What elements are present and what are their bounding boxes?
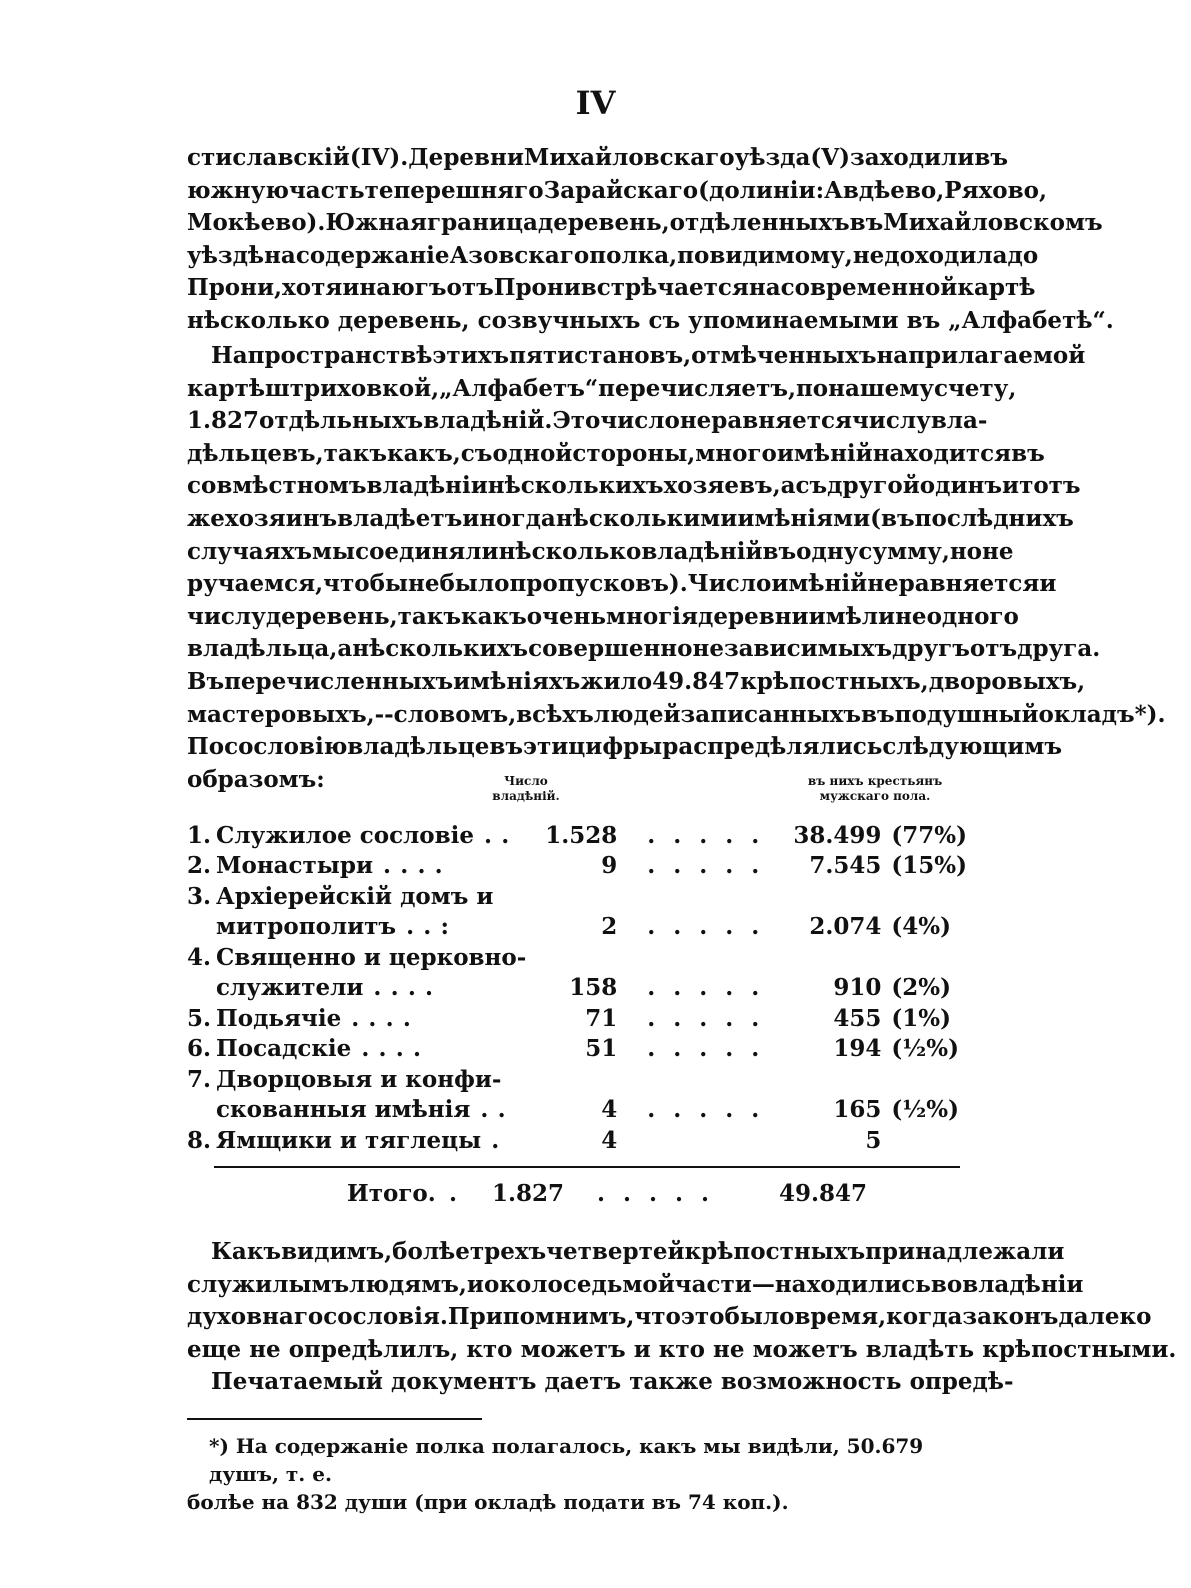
total-owners: 1.827 [492,1180,565,1207]
footnote [187,1432,967,1516]
cell-pct: (4%) [891,913,951,940]
text-line: Прони, хотя и на югъ отъ Прони встрѣчается на современной картѣ [187,274,1036,302]
cell-owners [536,1062,647,1093]
text-line: мастеровыхъ,--словомъ, всѣхъ людей записанныхъ въ подушный окладъ *). [187,700,1166,728]
cell-name: Священно и церковно- [216,943,527,971]
text-line: числу деревень, такъ какъ очень многія деревни имѣли не одного [187,602,1019,630]
cell-name: Посадскіе . . . . [216,1035,422,1062]
table-total-rule [214,1166,960,1168]
cell-num: 2. [187,852,212,879]
text-line: еще не опредѣлилъ, кто можетъ и кто не можетъ владѣть крѣпостными. [187,1335,1177,1363]
paragraph-3 [187,1236,1177,1366]
cell-pct: (2%) [891,974,951,1001]
paragraph-1 [187,142,1114,338]
table-row [187,818,967,849]
table-row [187,1123,967,1154]
cell-pct: (½%) [891,1035,959,1062]
column-header-owners: Число владѣній. [492,774,560,803]
cell-name: Архіерейскій домъ и [216,882,494,910]
cell-dots: ..... [647,913,778,940]
cell-owners: 158 [569,974,618,1001]
cell-name: служители . . . . [216,974,434,1001]
table-row [187,1001,967,1032]
table-row [187,1032,967,1063]
text-line: образомъ: [187,765,325,793]
cell-serfs: 38.499 [793,821,882,849]
cell-pct [881,879,967,910]
cell-owners: 4 [601,1096,618,1123]
text-line: служилымъ людямъ, и около седьмой части—находились во владѣніи [187,1270,1084,1298]
total-lead: . [449,1180,458,1207]
cell-owners: 71 [585,1004,618,1032]
cell-serfs: 455 [833,1004,882,1032]
table-row [187,971,967,1002]
cell-dots: ..... [647,974,778,1001]
cell-num: 7. [187,1065,212,1093]
cell-owners: 9 [601,852,618,879]
text-line: уѣздѣ на содержаніе Азовскаго полка, повидимому, не доходила до [187,241,1039,269]
cell-name: Служилое сословіе . . [216,821,510,849]
table-row [187,879,967,910]
cell-dots: ..... [647,1035,778,1062]
total-dots: ..... [597,1180,728,1207]
cell-dots [647,1123,792,1154]
cell-owners: 2 [601,913,618,940]
ownership-table [187,818,967,1154]
cell-num: 3. [187,882,212,910]
cell-dots: ..... [647,821,778,849]
table-row [187,940,967,971]
cell-dots: ..... [647,1096,778,1123]
text-line: южную часть теперешняго Зарайскаго (до линіи: Авдѣево, Ряхово, [187,176,1047,204]
text-line: 1.827 отдѣльныхъ владѣній. Это число не равняется числу вла- [187,407,988,435]
cell-name: Монастыри . . . . [216,852,444,879]
cell-pct [881,1062,967,1093]
cell-num [187,1093,216,1124]
text-line: Печатаемый документъ даетъ также возможность опредѣ- [211,1368,1014,1395]
cell-name: Дворцовыя и конфи- [216,1065,502,1093]
cell-num: 6. [187,1035,212,1062]
footnote-line: *) На содержаніе полка полагалось, какъ мы видѣли, 50.679 душъ, т. е. [209,1434,924,1486]
cell-owners [536,879,647,910]
table-row [187,849,967,880]
cell-serfs [792,1062,881,1093]
cell-pct: (½%) [891,1096,959,1123]
text-line: дѣльцевъ, такъ какъ, съ одной стороны, много имѣній находится въ [187,439,1045,467]
text-line: стиславскій (IV). Деревни Михайловскаго уѣзда (V) заходили въ [187,144,1008,171]
cell-pct: (15%) [891,852,967,879]
cell-dots: ..... [647,1004,778,1032]
cell-dots [647,1062,792,1093]
cell-pct: (1%) [891,1004,951,1032]
cell-dots [647,940,792,971]
table-row [187,1062,967,1093]
text-line: По сословію владѣльцевъ эти цифры распредѣлялись слѣдующимъ [187,733,1062,761]
cell-name: митрополитъ . . : [216,913,450,940]
cell-name: Ямщики и тяглецы . [216,1126,500,1154]
text-line: духовнаго сословія. Припомнимъ, что это было время, когда законъ далеко [187,1303,1152,1331]
text-line: ручаемся, чтобы не было пропусковъ). Число имѣній не равняется и [187,570,1057,598]
cell-pct [881,1123,967,1154]
cell-serfs [792,879,881,910]
cell-name: Подьячіе . . . . [216,1004,412,1032]
cell-num: 4. [187,943,212,971]
table-row [187,910,967,941]
cell-dots [647,879,792,910]
cell-serfs: 2.074 [809,913,882,940]
text-line: же хозяинъ владѣетъ иногда нѣсколькими имѣніями (въ послѣднихъ [187,504,1074,532]
text-line: Мокѣево). Южная граница деревень, отдѣленныхъ въ Михайловскомъ [187,209,1103,237]
cell-serfs: 7.545 [809,852,882,879]
cell-owners: 51 [585,1035,618,1062]
cell-num: 5. [187,1004,212,1032]
text-line: На пространствѣ этихъ пяти становъ, отмѣченныхъ на прилагаемой [211,342,1086,369]
cell-num [187,971,216,1002]
cell-serfs: 194 [833,1035,882,1062]
page-number: IV [575,84,616,122]
cell-dots: ..... [647,852,778,879]
text-line: случаяхъ мы соединяли нѣсколько владѣній въ одну сумму, но не [187,537,1014,565]
text-line: владѣльца, а нѣсколькихъ совершенно независимыхъ другъ отъ друга. [187,635,1101,663]
total-label: Итого. [347,1180,436,1207]
cell-owners [536,940,647,971]
cell-name: скованныя имѣнія . . [216,1096,507,1123]
text-line: Какъ видимъ, болѣе трехъ четвертей крѣпостныхъ принадлежали [211,1238,1065,1265]
column-header-serfs: въ нихъ крестьянъ мужскаго пола. [807,774,943,803]
table-row [187,1093,967,1124]
cell-pct [881,940,967,971]
cell-pct: (77%) [891,821,967,849]
cell-num: 1. [187,821,212,849]
footnote-line: болѣе на 832 души (при окладѣ подати въ 74 коп.). [187,1490,789,1514]
cell-serfs [792,940,881,971]
text-line: нѣсколько деревень, созвучныхъ съ упоминаемыми въ „Алфабетѣ“. [187,306,1114,334]
text-line: картѣ штриховкой, „Алфабетъ“ перечисляетъ, по нашему счету, [187,374,1017,402]
cell-serfs: 910 [833,974,882,1001]
footnote-rule [187,1418,482,1420]
cell-num: 8. [187,1126,212,1154]
paragraph-4 [187,1366,1014,1399]
cell-serfs: 165 [833,1096,882,1123]
text-line: Въ перечисленныхъ имѣніяхъ жило 49.847 крѣпостныхъ, дворовыхъ, [187,667,1086,695]
paragraph-2 [187,340,1166,796]
total-serfs: 49.847 [779,1180,868,1207]
cell-owners: 1.528 [545,821,618,849]
cell-num [187,910,216,941]
text-line: совмѣстномъ владѣніи нѣсколькихъ хозяевъ, а съ другой одинъ и тотъ [187,472,1081,500]
cell-serfs: 5 [865,1126,882,1154]
cell-owners: 4 [601,1126,618,1154]
